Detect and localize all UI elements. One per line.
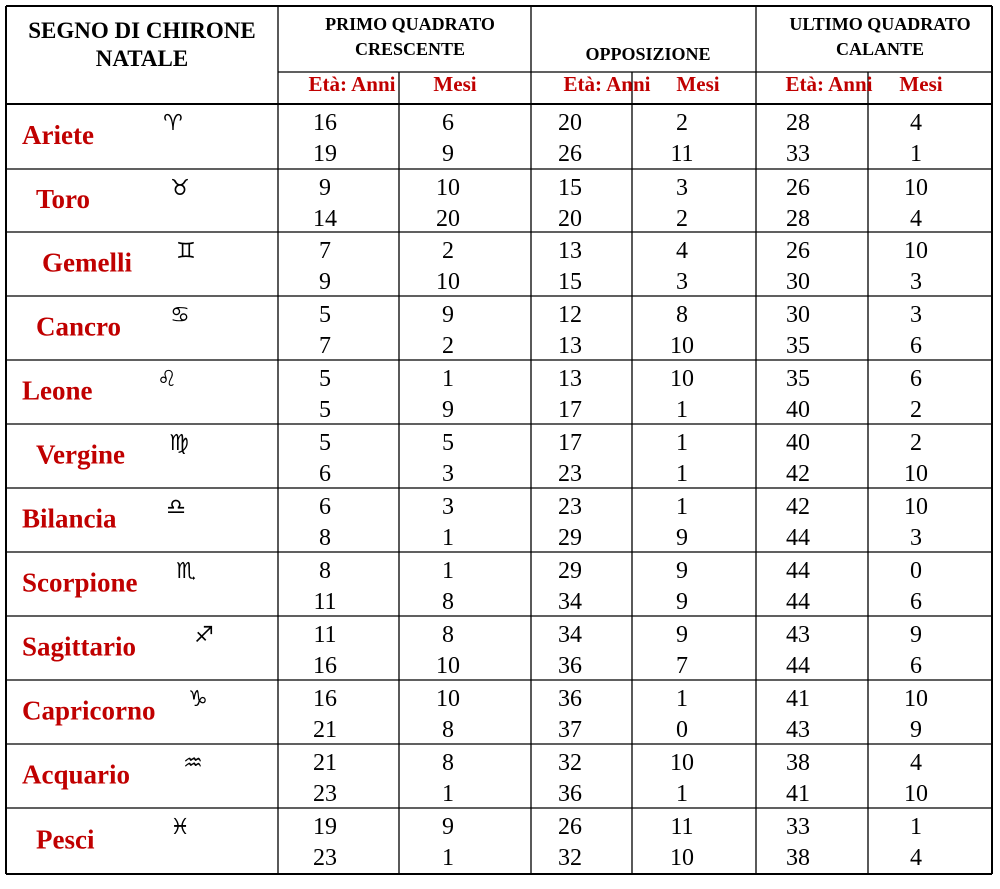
table-cell-value: 6 [910, 366, 922, 392]
table-cell-value: 7 [319, 238, 331, 264]
table-cell-value: 9 [319, 269, 331, 295]
table-cell-value: 34 [558, 589, 582, 615]
table-cell-value: 38 [786, 750, 810, 776]
table-cell-value: 44 [786, 653, 810, 679]
table-cell-value: 10 [436, 269, 460, 295]
table-cell-value: 35 [786, 366, 810, 392]
table-cell-value: 2 [676, 110, 688, 136]
table-cell-value: 8 [319, 558, 331, 584]
table-cell-value: 10 [904, 238, 928, 264]
table-cell-value: 40 [786, 397, 810, 423]
table-cell-value: 20 [436, 206, 460, 232]
table-cell-value: 2 [910, 430, 922, 456]
table-cell-value: 9 [676, 525, 688, 551]
table-cell-value: 9 [676, 622, 688, 648]
sign-name: Gemelli [42, 247, 132, 278]
table-cell-value: 26 [786, 175, 810, 201]
table-cell-value: 5 [319, 302, 331, 328]
age-years-label: Età: Anni [785, 72, 873, 96]
table-cell-value: 9 [676, 589, 688, 615]
table-cell-value: 3 [910, 269, 922, 295]
table-cell-value: 1 [676, 781, 688, 807]
table-cell-value: 13 [558, 238, 582, 264]
table-cell-value: 1 [910, 814, 922, 840]
table-cell-value: 41 [786, 686, 810, 712]
table-cell-value: 10 [670, 750, 694, 776]
table-cell-value: 6 [910, 653, 922, 679]
sign-name: Bilancia [22, 503, 117, 534]
table-cell-value: 3 [676, 269, 688, 295]
table-cell-value: 9 [442, 814, 454, 840]
zodiac-glyph-icon: ♋ [170, 303, 190, 328]
table-cell-value: 1 [442, 558, 454, 584]
table-cell-value: 9 [442, 302, 454, 328]
table-cell-value: 19 [313, 141, 337, 167]
table-cell-value: 23 [313, 845, 337, 871]
table-cell-value: 21 [313, 717, 337, 743]
table-cell-value: 1 [442, 525, 454, 551]
table-cell-value: 5 [319, 430, 331, 456]
table-cell-value: 35 [786, 333, 810, 359]
table-cell-value: 10 [670, 366, 694, 392]
table-cell-value: 42 [786, 494, 810, 520]
age-years-label: Età: Anni [308, 72, 396, 96]
table-cell-value: 6 [910, 589, 922, 615]
table-cell-value: 32 [558, 845, 582, 871]
table-cell-value: 28 [786, 206, 810, 232]
age-years-label: Età: Anni [563, 72, 651, 96]
table-cell-value: 17 [558, 430, 582, 456]
table-cell-value: 6 [442, 110, 454, 136]
table-cell-value: 5 [319, 397, 331, 423]
sign-name: Sagittario [22, 631, 136, 662]
table-cell-value: 41 [786, 781, 810, 807]
sign-column-header: NATALE [95, 46, 189, 71]
table-cell-value: 9 [319, 175, 331, 201]
table-cell-value: 1 [676, 461, 688, 487]
table-cell-value: 28 [786, 110, 810, 136]
sign-name: Pesci [36, 824, 95, 855]
table-cell-value: 8 [442, 750, 454, 776]
table-cell-value: 2 [676, 206, 688, 232]
sign-name: Toro [36, 184, 91, 215]
table-cell-value: 14 [313, 206, 337, 232]
table-cell-value: 16 [313, 686, 337, 712]
table-cell-value: 17 [558, 397, 582, 423]
table-cell-value: 10 [670, 333, 694, 359]
table-cell-value: 7 [319, 333, 331, 359]
table-cell-value: 3 [442, 461, 454, 487]
sign-name: Vergine [36, 439, 125, 470]
sign-name: Cancro [36, 311, 121, 342]
table-cell-value: 36 [558, 781, 582, 807]
table-cell-value: 8 [319, 525, 331, 551]
table-cell-value: 30 [786, 302, 810, 328]
table-cell-value: 9 [442, 397, 454, 423]
table-cell-value: 36 [558, 653, 582, 679]
table-cell-value: 7 [676, 653, 688, 679]
table-cell-value: 23 [558, 494, 582, 520]
table-cell-value: 5 [442, 430, 454, 456]
table-cell-value: 34 [558, 622, 582, 648]
group-header: PRIMO QUADRATO [325, 14, 495, 34]
zodiac-glyph-icon: ♓ [170, 815, 190, 840]
table-cell-value: 10 [904, 494, 928, 520]
table-cell-value: 4 [910, 750, 922, 776]
table-cell-value: 44 [786, 525, 810, 551]
table-cell-value: 3 [910, 525, 922, 551]
table-cell-value: 1 [442, 366, 454, 392]
table-cell-value: 16 [313, 653, 337, 679]
table-cell-value: 1 [910, 141, 922, 167]
table-cell-value: 38 [786, 845, 810, 871]
table-cell-value: 10 [904, 686, 928, 712]
table-cell-value: 43 [786, 717, 810, 743]
table-cell-value: 1 [676, 430, 688, 456]
sign-name: Scorpione [22, 567, 138, 598]
table-cell-value: 8 [442, 622, 454, 648]
table-cell-value: 10 [436, 686, 460, 712]
table-cell-value: 40 [786, 430, 810, 456]
table-cell-value: 13 [558, 333, 582, 359]
table-cell-value: 32 [558, 750, 582, 776]
table-cell-value: 1 [676, 686, 688, 712]
table-cell-value: 1 [442, 845, 454, 871]
table-cell-value: 3 [442, 494, 454, 520]
table-cell-value: 15 [558, 269, 582, 295]
zodiac-glyph-icon: ♎ [166, 495, 186, 520]
table-cell-value: 6 [910, 333, 922, 359]
table-cell-value: 29 [558, 558, 582, 584]
table-cell-value: 3 [910, 302, 922, 328]
table-cell-value: 10 [904, 781, 928, 807]
zodiac-glyph-icon: ♑ [188, 687, 208, 712]
zodiac-glyph-icon: ♌ [157, 367, 177, 392]
age-months-label: Mesi [676, 72, 720, 96]
table-cell-value: 10 [904, 461, 928, 487]
table-cell-value: 6 [319, 461, 331, 487]
table-cell-value: 30 [786, 269, 810, 295]
group-header: CRESCENTE [354, 39, 466, 59]
table-cell-value: 12 [558, 302, 582, 328]
table-cell-value: 9 [910, 717, 922, 743]
table-cell-value: 11 [313, 589, 337, 615]
table-cell-value: 8 [676, 302, 688, 328]
table-cell-value: 4 [910, 206, 922, 232]
table-cell-value: 4 [676, 238, 688, 264]
table-cell-value: 11 [670, 141, 694, 167]
table-cell-value: 23 [558, 461, 582, 487]
sign-name: Acquario [22, 759, 130, 790]
zodiac-glyph-icon: ♉ [170, 176, 190, 201]
table-cell-value: 2 [442, 238, 454, 264]
table-cell-value: 42 [786, 461, 810, 487]
table-cell-value: 0 [910, 558, 922, 584]
table-cell-value: 37 [558, 717, 582, 743]
table-cell-value: 9 [676, 558, 688, 584]
zodiac-glyph-icon: ♍ [169, 431, 189, 456]
table-cell-value: 29 [558, 525, 582, 551]
table-cell-value: 10 [904, 175, 928, 201]
table-cell-value: 26 [558, 814, 582, 840]
table-cell-value: 20 [558, 206, 582, 232]
table-cell-value: 33 [786, 814, 810, 840]
table-cell-value: 43 [786, 622, 810, 648]
table-cell-value: 1 [676, 397, 688, 423]
table-cell-value: 2 [442, 333, 454, 359]
table-cell-value: 4 [910, 845, 922, 871]
zodiac-glyph-icon: ♏ [176, 559, 196, 584]
table-cell-value: 10 [670, 845, 694, 871]
sign-column-header: SEGNO DI CHIRONE [28, 18, 256, 43]
table-cell-value: 33 [786, 141, 810, 167]
sign-name: Leone [22, 375, 93, 406]
table-cell-value: 2 [910, 397, 922, 423]
table-cell-value: 11 [313, 622, 337, 648]
table-cell-value: 1 [442, 781, 454, 807]
table-cell-value: 10 [436, 653, 460, 679]
table-cell-value: 44 [786, 589, 810, 615]
table-cell-value: 3 [676, 175, 688, 201]
table-cell-value: 8 [442, 589, 454, 615]
group-header: ULTIMO QUADRATO [789, 14, 971, 34]
age-months-label: Mesi [899, 72, 943, 96]
table-cell-value: 21 [313, 750, 337, 776]
zodiac-glyph-icon: ♊ [176, 239, 196, 264]
table-cell-value: 5 [319, 366, 331, 392]
group-header: OPPOSIZIONE [585, 44, 711, 64]
zodiac-glyph-icon: ♈ [163, 111, 183, 136]
sign-name: Capricorno [22, 695, 156, 726]
table-cell-value: 26 [786, 238, 810, 264]
group-header: CALANTE [835, 39, 925, 59]
table-cell-value: 10 [436, 175, 460, 201]
table-cell-value: 8 [442, 717, 454, 743]
age-months-label: Mesi [433, 72, 477, 96]
table-cell-value: 9 [910, 622, 922, 648]
table-cell-value: 36 [558, 686, 582, 712]
table-cell-value: 19 [313, 814, 337, 840]
table-cell-value: 0 [676, 717, 688, 743]
table-cell-value: 16 [313, 110, 337, 136]
zodiac-glyph-icon: ♐ [194, 623, 214, 648]
table-cell-value: 13 [558, 366, 582, 392]
table-cell-value: 4 [910, 110, 922, 136]
table-cell-value: 6 [319, 494, 331, 520]
table-cell-value: 20 [558, 110, 582, 136]
table-cell-value: 23 [313, 781, 337, 807]
table-cell-value: 1 [676, 494, 688, 520]
table-cell-value: 11 [670, 814, 694, 840]
table-cell-value: 9 [442, 141, 454, 167]
table-cell-value: 15 [558, 175, 582, 201]
table-cell-value: 44 [786, 558, 810, 584]
sign-name: Ariete [22, 120, 94, 151]
table-cell-value: 26 [558, 141, 582, 167]
zodiac-glyph-icon: ♒ [183, 751, 203, 776]
